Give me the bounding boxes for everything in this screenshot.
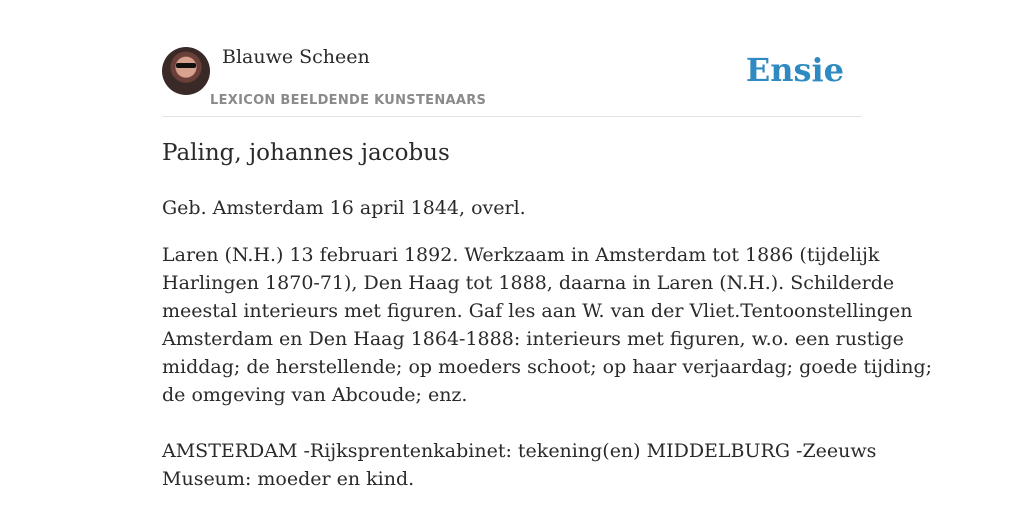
lexicon-subtitle[interactable]: LEXICON BEELDENDE KUNSTENAARS (210, 93, 487, 108)
page-header (162, 0, 862, 117)
paragraph-gap (162, 409, 862, 437)
body-line: middag; de herstellende; op moeders schoot; op haar verjaardag; goede tijding; (162, 356, 933, 378)
article-title: Paling, johannes jacobus (162, 140, 450, 166)
body-line: Laren (N.H.) 13 februari 1892. Werkzaam in Amsterdam tot 1886 (tijdelijk (162, 244, 880, 266)
author-avatar[interactable] (162, 47, 210, 95)
body-line: de omgeving van Abcoude; enz. (162, 384, 468, 406)
body-line: Amsterdam en Den Haag 1864-1888: interieurs met figuren, w.o. een rustige (162, 328, 904, 350)
intro-line: Geb. Amsterdam 16 april 1844, overl. (162, 197, 526, 219)
author-name[interactable]: Blauwe Scheen (222, 46, 370, 68)
body-line: meestal interieurs met figuren. Gaf les aan W. van der Vliet.Tentoonstellingen (162, 300, 913, 322)
ensie-logo[interactable]: Ensie (745, 51, 844, 89)
body-line: Harlingen 1870-71), Den Haag tot 1888, daarna in Laren (N.H.). Schilderde (162, 272, 895, 294)
collection-line: Museum: moeder en kind. (162, 468, 415, 490)
article-body (162, 194, 933, 493)
collection-line: AMSTERDAM -Rijksprentenkabinet: tekening(en) MIDDELBURG -Zeeuws (162, 440, 877, 462)
